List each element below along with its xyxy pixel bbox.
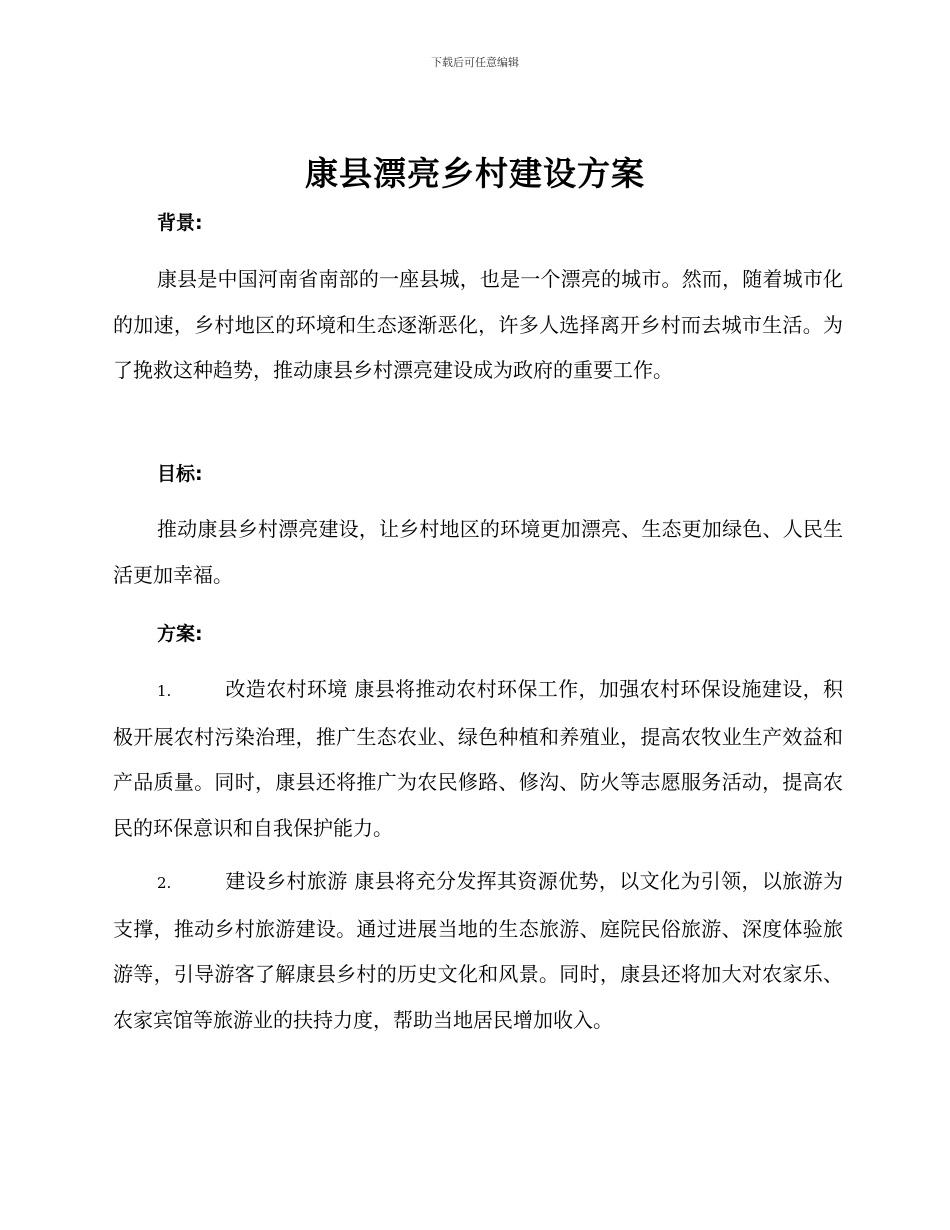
plan-item-number: 1. (157, 682, 172, 700)
section-heading-plan: 方案: (157, 623, 203, 645)
section-heading-goal: 目标: (157, 463, 203, 485)
background-paragraph: 康县是中国河南省南部的一座县城，也是一个漂亮的城市。然而，随着城市化的加速，乡村地区的环境和生态逐渐恶化，许多人选择离开乡村而去城市生活。为了挽救这种趋势，推动康县乡村漂亮建设成为政府的重要工作。 (113, 267, 843, 382)
plan-item-text: 建设乡村旅游 康县将充分发挥其资源优势，以文化为引领，以旅游为支撑，推动乡村旅游建设。通过进展当地的生态旅游、庭院民俗旅游、深度体验旅游等，引导游客了解康县乡村的历史文化和风景。同时，康县还将加大对农家乐、农家宾馆等旅游业的扶持力度，帮助当地居民增加收入。 (113, 869, 843, 1032)
plan-item-number: 2. (157, 874, 172, 892)
header-note: 下载后可任意编辑 (431, 56, 519, 69)
plan-item-text: 改造农村环境 康县将推动农村环保工作，加强农村环保设施建设，积极开展农村污染治理，推广生态农业、绿色种植和养殖业，提高农牧业生产效益和产品质量。同时，康县还将推广为农民修路、修沟、防火等志愿服务活动，提高农民的环保意识和自我保护能力。 (113, 677, 843, 840)
plan-item-2 (113, 859, 843, 1043)
document-title: 康县漂亮乡村建设方案 (305, 154, 645, 193)
plan-item-1 (113, 667, 843, 851)
section-heading-background: 背景: (157, 212, 203, 234)
goal-paragraph: 推动康县乡村漂亮建设，让乡村地区的环境更加漂亮、生态更加绿色、人民生活更加幸福。 (113, 517, 843, 587)
